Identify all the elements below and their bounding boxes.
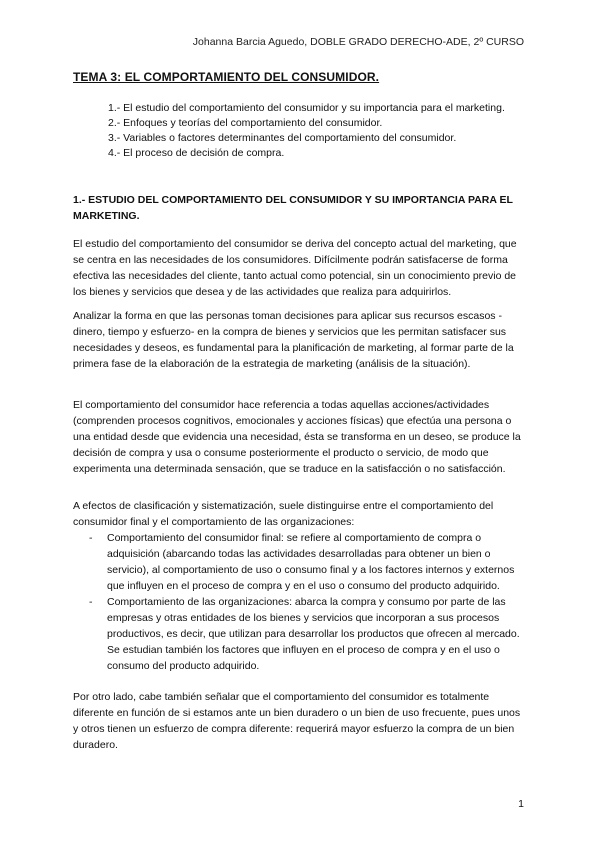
list-item: [73, 530, 528, 594]
dash-bullet: -: [89, 532, 93, 544]
list-item-text: Comportamiento del consumidor final: se refiere al comportamiento de compra o adquisición (abarcando todas las actividades desarrolladas para obtener un bien o servicio), al comportamiento de uso o consumo final y a los factores internos y externos que influyen en el proceso de compra y en el uso o consumo del producto adquirido.: [107, 532, 515, 592]
toc-item: 2.- Enfoques y teorías del comportamiento del consumidor.: [108, 117, 383, 129]
toc-item: 1.- El estudio del comportamiento del consumidor y su importancia para el marketing.: [108, 102, 505, 114]
section-heading: 1.- ESTUDIO DEL COMPORTAMIENTO DEL CONSUMIDOR Y SU IMPORTANCIA PARA EL MARKETING.: [73, 194, 513, 222]
page-number: 1: [518, 798, 524, 810]
toc-item: 3.- Variables o factores determinantes del comportamiento del consumidor.: [108, 132, 457, 144]
document-title: TEMA 3: EL COMPORTAMIENTO DEL CONSUMIDOR.: [73, 70, 380, 84]
paragraph: Por otro lado, cabe también señalar que el comportamiento del consumidor es totalmente diferente en función de si estamos ante un bien duradero o un bien de uso frecuente, pues unos y otros tienen un esfuerzo de compra diferente: requerirá mayor esfuerzo la compra de un bien duradero.: [73, 691, 521, 751]
classification-block: [73, 498, 528, 674]
running-header: Johanna Barcia Aguedo, DOBLE GRADO DERECHO-ADE, 2º CURSO: [192, 36, 524, 48]
paragraph: A efectos de clasificación y sistematización, suele distinguirse entre el comportamiento del consumidor final y el comportamiento de las organizaciones:: [73, 500, 494, 528]
list-item-text: Comportamiento de las organizaciones: abarca la compra y consumo por parte de las empresas y otras entidades de los bienes y servicios que incorporan a sus procesos productivos, es decir, que utilizan para desarrollar los productos que ofrecen al mercado. Se estudian también los factores que influyen en el proceso de compra y en el uso o consumo del producto adquirido.: [107, 596, 520, 672]
paragraph: El estudio del comportamiento del consumidor se deriva del concepto actual del marketing, que se centra en las necesidades de los consumidores. Difícilmente podrán satisfacerse de forma efectiva las necesidades del cliente, tanto actual como potencial, sin un conocimiento previo de los bienes y servicios que desea y de las actividades que realiza para adquirirlos.: [73, 238, 517, 298]
bullet-list: [73, 530, 528, 674]
list-item: [73, 594, 528, 674]
table-of-contents: [108, 101, 508, 161]
paragraph: Analizar la forma en que las personas toman decisiones para aplicar sus recursos escasos -dinero, tiempo y esfuerzo- en la compra de bienes y servicios que les permitan satisfacer sus necesidades y deseos, es fundamental para la planificación de marketing, al formar parte de la primera fase de la elaboración de la estrategia de marketing (análisis de la situación).: [73, 310, 514, 370]
paragraph: El comportamiento del consumidor hace referencia a todas aquellas acciones/actividades (comprenden procesos cognitivos, emocionales y acciones físicas) que efectúa una persona o una entidad desde que evidencia una necesidad, ésta se transforma en un deseo, se produce la decisión de compra y usa o consume posteriormente el producto o servicio, de modo que experimenta una determinada sensación, que se traduce en la satisfacción o no satisfacción.: [73, 399, 521, 475]
toc-item: 4.- El proceso de decisión de compra.: [108, 147, 285, 159]
dash-bullet: -: [89, 596, 93, 608]
